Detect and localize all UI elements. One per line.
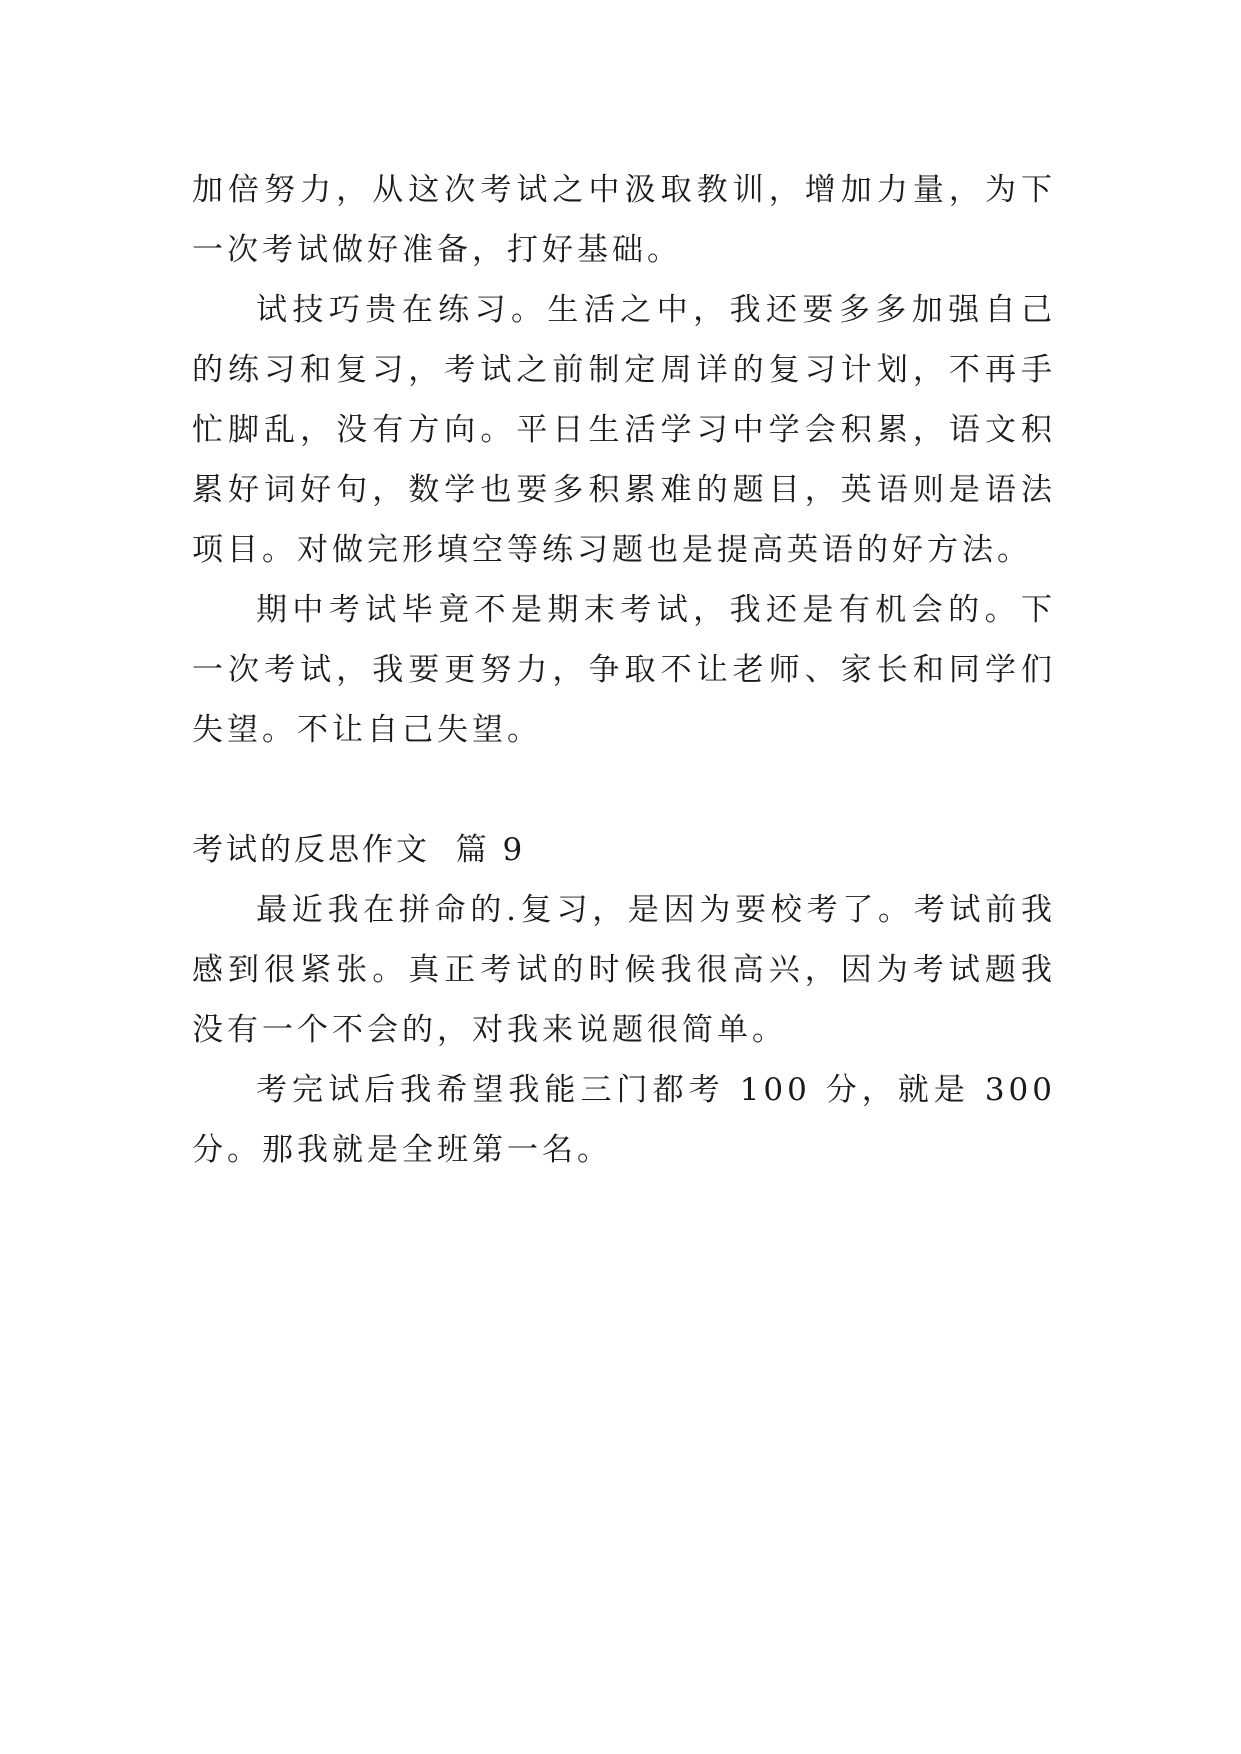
paragraph-practice: 试技巧贵在练习。生活之中，我还要多多加强自己的练习和复习，考试之前制定周详的复习计划，不再手忙脚乱，没有方向。平日生活学习中学会积累，语文积累好词好句，数学也要多积累难的题目，英语则是语法项目。对做完形填空等练习题也是提高英语的好方法。 [192,292,1056,568]
section-spacer [192,760,1056,820]
document-body [192,160,1056,1180]
paragraph-hope: 考完试后我希望我能三门都考 100 分，就是 300 分。那我就是全班第一名。 [192,1072,1056,1168]
paragraph-review: 最近我在拼命的.复习，是因为要校考了。考试前我感到很紧张。真正考试的时候我很高兴，因为考试题我没有一个不会的，对我来说题很简单。 [192,892,1056,1048]
paragraph-midterm: 期中考试毕竟不是期末考试，我还是有机会的。下一次考试，我要更努力，争取不让老师、家长和同学们失望。不让自己失望。 [192,592,1056,748]
paragraph-continuation: 加倍努力，从这次考试之中汲取教训，增加力量，为下一次考试做好准备，打好基础。 [192,172,1056,268]
section-heading: 考试的反思作文 篇 9 [192,832,526,868]
